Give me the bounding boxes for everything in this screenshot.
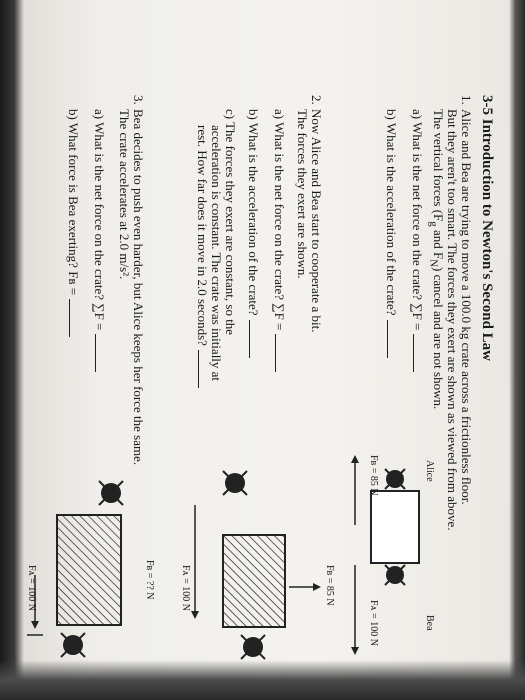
answer-blank[interactable] [249,320,260,358]
q2-part-b: b) What is the acceleration of the crate? [245,109,261,358]
right-edge-shadow [509,0,525,700]
q2-fb-label: Fʙ = 85 N [324,565,335,606]
bea-label: Bea [424,615,435,631]
answer-blank[interactable] [69,299,80,337]
q2-part-c: c) The forces they exert are constant, so the acceleration is constant. The crate was initially at rest. How far does it move in 2.0 seconds? [195,109,237,388]
answer-blank[interactable] [387,320,398,358]
q2-part-a: a) What is the net force on the crate? ∑F = [271,109,287,372]
worksheet-page [25,95,495,675]
question-2 [295,95,323,332]
q1-fa-label: Fᴀ = 100 N [368,600,379,646]
q1-fb-label: Fʙ = 85 N [368,455,379,496]
question-number: 1. [459,95,474,105]
q2-diagram [183,465,323,665]
answer-blank[interactable] [413,334,424,372]
page-title: 3-5 Introduction to Newton's Second Law [479,95,495,361]
q1-force-arrows [347,455,363,665]
crate-box [371,491,419,563]
q3-part-b: b) What force is Bea exerting? Fʙ = [65,109,81,337]
q2-line2: The forces they exert are shown. [295,109,310,279]
q3-line1: Bea decides to push even harder, but Alice keeps her force the same. [131,109,146,466]
answer-blank[interactable] [198,350,209,388]
question-number: 3. [131,95,146,105]
alice-label: Alice [424,460,435,482]
q2-fa-label: Fᴀ = 100 N [180,565,191,611]
q3-part-a: a) What is the net force on the crate? ∑F = [91,109,107,372]
crate-box [223,535,285,627]
q3-diagram [23,475,133,675]
question-number: 2. [309,95,324,105]
q3-fa-label: Fᴀ = 100 N [26,565,37,611]
answer-blank[interactable] [95,334,106,372]
q2-line1: Now Alice and Bea start to cooperate a bit. [309,109,324,333]
q3-line2: The crate accelerates at 2.0 m/s². [117,109,132,280]
left-edge-shadow [0,0,24,700]
q1-part-b: b) What is the acceleration of the crate? [383,109,399,358]
q1-line2: But they aren't too smart. The forces they exert are shown as viewed from above. [445,109,460,531]
answer-blank[interactable] [275,334,286,372]
q1-line3: The vertical forces ($F_g$ and $F_N$) cancel and are not shown. [427,109,446,410]
question-3 [117,95,145,465]
q3-fb-label: Fʙ = ?? N [144,560,155,600]
q1-part-a: a) What is the net force on the crate? ∑F = [409,109,425,372]
q1-line1: Alice and Bea are trying to move a 100.0 kg crate across a frictionless floor. [459,109,474,505]
crate-box [57,515,121,625]
